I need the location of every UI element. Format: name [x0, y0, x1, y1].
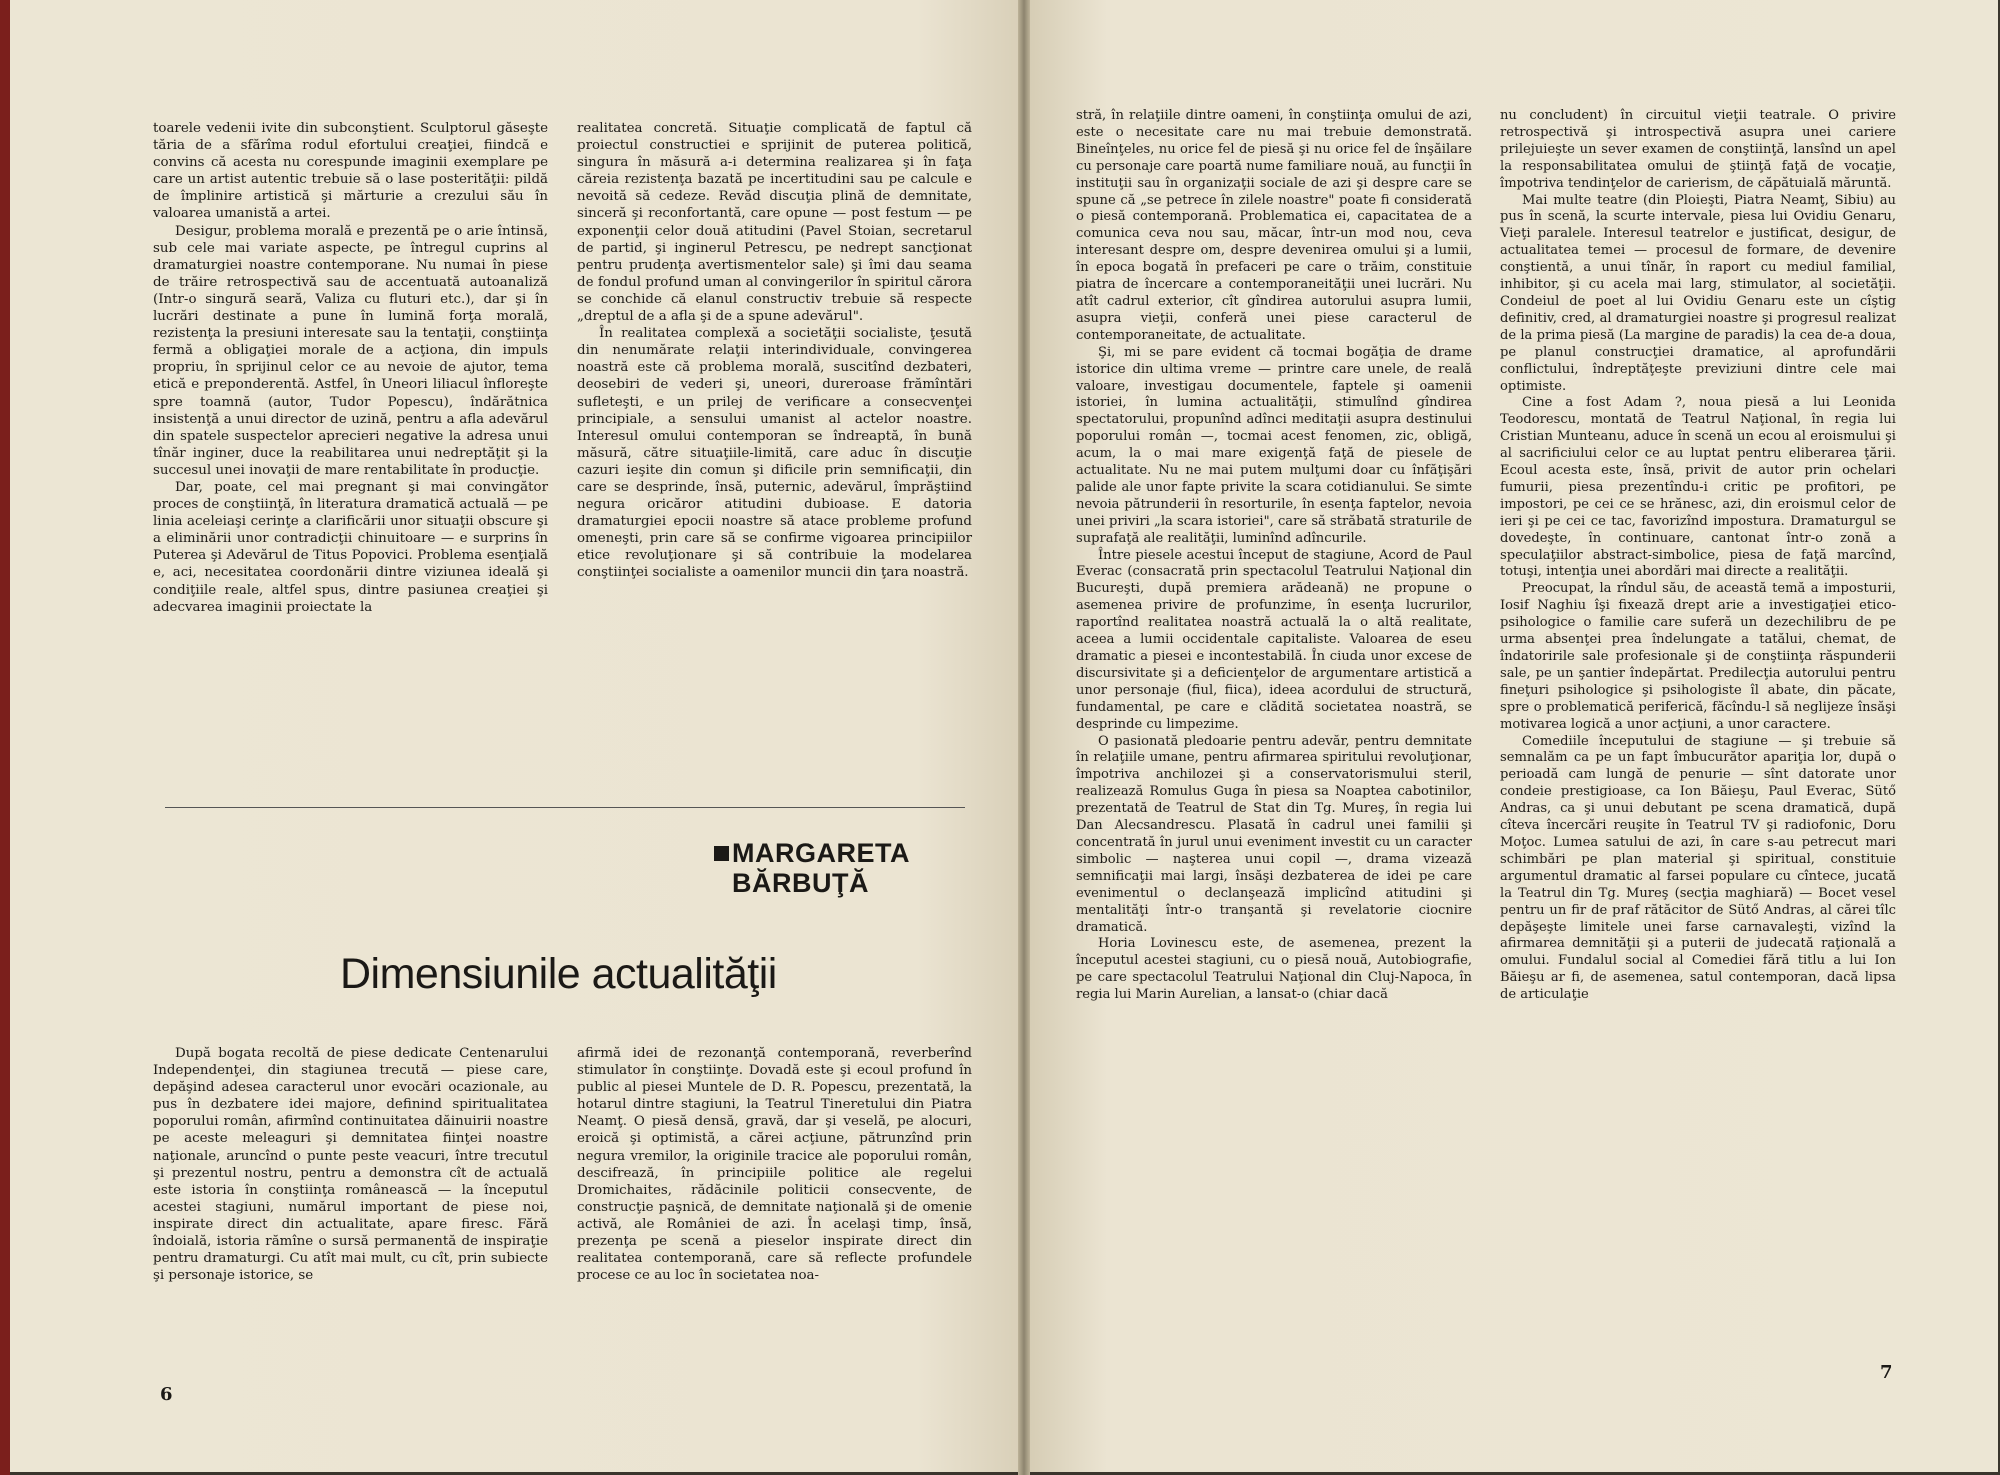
article-headline: Dimensiunile actualităţii — [340, 950, 777, 998]
paragraph: Şi, mi se pare evident că tocmai bogăţia de drame istorice din ultima vreme — printre care unele, de reală valoare, investigau documentele, faptele şi oamenii istoriei, în lumina actualităţii, stimulînd gîndirea spectatorului, propunînd adînci meditaţii asupra destinului poporului român —, tocmai acest fenomen, zic, obligă, acum, la o mai mare exigenţă faţă de piesele de actualitate. Nu ne mai putem mulţumi doar cu înfăţişări palide ale unor fapte privite la scara cotidianului. Se simte nevoia pătrunderii în resorturile, în esenţa faptelor, nevoia unei priviri „la scara istoriei", care să străbată straturile de suprafaţă ale realităţii, luminînd adîncurile. — [1076, 344, 1472, 546]
paragraph: toarele vedenii ivite din subconştient. Sculptorul găseşte tăria de a sfărîma rodul efortului creaţiei, fiindcă e convins că acesta nu corespunde imaginii exemplare pe care un artist autentic trebuie să o lase posterităţii: pildă de împlinire artistică şi mărturie a crezului său în valoarea umanistă a artei. — [153, 121, 548, 222]
paragraph: realitatea concretă. Situaţie complicată de faptul că proiectul constructiei e sprijinit de puterea politică, singura în măsură a-i determina realizarea şi în faţa căreia rezistenţa bazată pe incertitudini sau pe calcule e nevoită să cedeze. Revăd discuţia plină de demnitate, sinceră şi reconfortantă, care opune — post festum — pe exponenţii celor două atitudini (Pavel Stoian, secretarul de partid, şi inginerul Petrescu, pe nedrept sancţionat pentru prudenţa avertismentelor sale) şi îmi dau seama de fondul profund uman al convingerilor în spiritul cărora se conchide că elanul constructiv trebuie să respecte „dreptul de a afla şi de a spune adevărul". — [577, 121, 972, 325]
left-bottom-column-2 — [577, 1045, 972, 1284]
right-column-1 — [1076, 108, 1472, 1004]
paragraph: stră, în relaţiile dintre oameni, în conştiinţa omului de azi, este o necesitate care nu mai trebuie demonstrată. Bineînţeles, nu orice fel de piesă şi nu orice fel de înşăilare cu personaje care poartă nume familiare nouă, au funcţii în instituţii sau în organizaţii sociale de azi şi despre care se spune că „se petrece în zilele noastre" poate fi considerată o piesă contemporană. Problematica ei, capacitatea de a comunica ceva nou sau, măcar, într-un mod nou, ceva interesant despre om, despre devenirea omului şi a lumii, în epoca bogată în prefaceri pe care o trăim, constituie piatra de încercare a contemporaneităţii unei lucrări. Nu atît cadrul exterior, cît gîndirea autorului asupra lumii, asupra vieţii, conferă unei piese caracterul de contemporaneitate, de actualitate. — [1076, 108, 1472, 343]
page-number: 7 — [1880, 1362, 1893, 1383]
paragraph: Dar, poate, cel mai pregnant şi mai convingător proces de conştiinţă, în literatura dramatică actuală — pe linia aceleiaşi cerinţe a clarificării unor situaţii obscure şi a eliminării unor contradicţii chinuitoare — e surprins în Puterea şi Adevărul de Titus Popovici. Problema esenţială e, aci, necesitatea coordonării dintre viziunea ideală şi condiţiile reale, altfel spus, dintre pasiunea creaţiei şi adecvarea imaginii proiectate la — [153, 479, 548, 615]
author-byline — [732, 838, 910, 898]
section-divider — [165, 807, 965, 808]
right-column-2 — [1500, 108, 1896, 1004]
paragraph: afirmă idei de rezonanţă contemporană, reverberînd stimulator în conştiinţe. Dovadă este şi ecoul profund în public al piesei Muntele de D. R. Popescu, prezentată, la hotarul dintre stagiuni, la Teatrul Tineretului din Piatra Neamţ. O piesă densă, gravă, dar şi veselă, pe alocuri, eroică şi optimistă, a cărei acţiune, pătrunzînd prin negura vremilor, la originile tracice ale poporului român, descifrează, în principiile politice ale regelui Dromichaites, rădăcinile politicii consecvente, de construcţie paşnică, de demnitate naţională şi de omenie activă, ale României de azi. În acelaşi timp, însă, prezenţa pe scenă a pieselor inspirate direct din realitatea contemporană, care să reflecte profundele procese ce au loc în societatea noa- — [577, 1046, 972, 1284]
left-bottom-column-1 — [153, 1045, 548, 1284]
left-page — [10, 0, 1018, 1472]
paragraph: Între piesele acestui început de stagiune, Acord de Paul Everac (consacrată prin spectacolul Teatrului Naţional din Bucureşti, după premiera arădeană) ne propune o asemenea privire de profunzime, în esenţa lucrurilor, raportînd realitatea noastră actuală la o altă realitate, aceea a lumii occidentale capitaliste. Valoarea de eseu dramatic a piesei e incontestabilă. În ciuda unor excese de discursivitate şi a deficienţelor de argumentare artistică a unor personaje (fiul, fiica), ideea acordului de structură, fundamental, pe care e clădită societatea noastră, se desprinde cu limpezime. — [1076, 547, 1472, 732]
binding-edge — [0, 0, 10, 1475]
author-last-name: BĂRBUŢĂ — [732, 868, 869, 898]
paragraph: O pasionată pledoarie pentru adevăr, pentru demnitate în relaţiile umane, pentru afirmarea spiritului revoluţionar, împotriva anchilozei şi a conservatorismului steril, realizează Romulus Guga în piesa sa Noaptea cabotinilor, prezentată de Teatrul de Stat din Tg. Mureş, în regia lui Dan Alecsandrescu. Plasată în cadrul unei familii şi concentrată în jurul unui eveniment investit cu un caracter simbolic — naşterea unui copil —, drama vizează semnificaţii mai largi, însăşi dezbaterea de idei pe care evenimentul o declanşează implicînd atitudini şi mentalităţi într-o tranşantă şi revelatorie ciocnire dramatică. — [1076, 733, 1472, 935]
paragraph: Cine a fost Adam ?, noua piesă a lui Leonida Teodorescu, montată de Teatrul Naţional, în regia lui Cristian Munteanu, aduce în scenă un ecou al eroismului şi al sacrificiului celor ce au luptat pentru eliberarea ţării. Ecoul acesta este, însă, privit de autor prin ochelari fumurii, piesa prezentîndu-i critic pe profitori, pe impostori, pe cei ce se hrănesc, azi, din eroismul celor de ieri şi pe cei ce tac, favorizînd impostura. Dramaturgul se dovedeşte, în continuare, cantonat într-o zonă a speculaţiilor abstract-simbolice, piesa de faţă marcînd, totuşi, intenţia unei abordări mai directe a realităţii. — [1500, 395, 1896, 580]
author-first-name: MARGARETA — [732, 838, 910, 868]
paragraph: În realitatea complexă a societăţii socialiste, ţesută din nenumărate relaţii interindividuale, convingerea noastră este că problema morală, suscitînd dezbateri, deosebiri de vederi şi, uneori, dureroase frămîntări sufleteşti, e un prilej de verificare a consecvenţei principiale, a sensului umanist al actelor noastre. Interesul omului contemporan se îndreaptă, în bună măsură, către situaţiile-limită, care aduc în discuţie cazuri ieşite din comun şi dificile prin semnificaţii, din care se desprinde, însă, puternic, adevărul, împrăştiind negura oricăror atitudini dubioase. E datoria dramaturgiei epocii noastre să atace probleme profund omeneşti, prin care să se confirme vigoarea principiilor etice revoluţionare şi să contribuie la modelarea conştiinţei socialiste a oamenilor muncii din ţara noastră. — [577, 326, 972, 581]
paragraph: Comediile începutului de stagiune — şi trebuie să semnalăm ca pe un fapt îmbucurător apariţia lor, după o perioadă cam lungă de penurie — sînt datorate unor condeie prestigioase, ca Ion Băieşu, Paul Everac, Sütő Andras, ca şi unui debutant pe scena dramatică, după cîteva încercări reuşite în Teatrul TV şi radiofonic, Doru Moţoc. Lumea satului de azi, în care s-au petrecut mari schimbări pe plan material şi spiritual, constituie argumentul dramatic al farsei populare cu cîntece, jucată la Teatrul din Tg. Mureş (secţia maghiară) — Bocet vesel pentru un fir de praf rătăcitor de Sütő Andras, al cărei tîlc depăşeşte limitele unei farse carnavaleşti, vizînd la afirmarea demnităţii şi a puterii de judecată raţională a omului. Fundalul social al Comediei fără titlu a lui Ion Băieşu ar fi, de asemenea, satul contemporan, dacă lipsa de articulaţie — [1500, 733, 1896, 1003]
page-number: 6 — [160, 1384, 173, 1405]
paragraph: După bogata recoltă de piese dedicate Centenarului Independenţei, din stagiunea trecută — piese care, depăşind adesea caracterul unor evocări ocazionale, au pus în dezbatere idei majore, definind spiritualitatea poporului român, afirmînd continuitatea dăinuirii noastre pe aceste meleaguri şi demnitatea fiinţei noastre naţionale, aruncînd o punte peste veacuri, între trecutul şi prezentul nostru, pentru a demonstra cît de actuală este istoria în conştiinţa românească — la începutul acestei stagiuni, numărul important de piese noi, inspirate direct din actualitate, apare firesc. Fără îndoială, istoria rămîne o sursă permanentă de inspiraţie pentru dramaturgi. Cu atît mai mult, cu cît, prin subiecte şi personaje istorice, se — [153, 1046, 548, 1284]
paragraph: nu concludent) în circuitul vieţii teatrale. O privire retrospectivă şi introspectivă asupra unei cariere prilejuieşte un sever examen de conştiinţă, lansînd un apel la responsabilitatea omului de ştiinţă faţă de vocaţie, împotriva tendinţelor de carierism, de căpătuială măruntă. — [1500, 108, 1896, 191]
paragraph: Desigur, problema morală e prezentă pe o arie întinsă, sub cele mai variate aspecte, pe întregul cuprins al dramaturgiei noastre contemporane. Nu numai în piese de trăire retrospectivă sau de accentuată autoanaliză (Intr-o singură seară, Valiza cu fluturi etc.), dar şi în lucrări destinate a pune în lumină forţa morală, rezistenţa la presiuni interesate sau la tentaţii, conştiinţa fermă a obligaţiei morale de a acţiona, din impuls propriu, în sprijinul celor ce au nevoie de ajutor, tema etică e preponderentă. Astfel, în Uneori liliacul înfloreşte spre toamnă (autor, Tudor Popescu), îndărătnica insistenţă a unui director de uzină, pentru a afla adevărul din spatele suspectelor aprecieri negative la adresa unui tînăr inginer, duce la reabilitarea unui nedreptăţit şi la succesul unei inovaţii de mare rentabilitate în producţie. — [153, 223, 548, 478]
paragraph: Horia Lovinescu este, de asemenea, prezent la începutul acestei stagiuni, cu o piesă nouă, Autobiografie, pe care spectacolul Teatrului Naţional din Cluj-Napoca, în regia lui Marin Aurelian, a lansat-o (chiar dacă — [1076, 936, 1472, 1003]
right-page — [1030, 0, 1998, 1472]
left-top-column-2 — [577, 120, 972, 582]
page-gutter — [1018, 0, 1030, 1475]
paragraph: Preocupat, la rîndul său, de această temă a imposturii, Iosif Naghiu îşi fixează drept arie a investigaţiei etico-psihologice o familie care suferă un dezechilibru de pe urma absenţei prea îndelungate a tatălui, chemat, de îndatoririle sale profesionale şi de conştiinţa răspunderii sale, pe un şantier îndepărtat. Predilecţia autorului pentru fineţuri psihologice şi psihologiste îl abate, din păcate, spre o problematică periferică, făcîndu-l să neglijeze însăşi motivarea logică a unor acţiuni, a unor caractere. — [1500, 581, 1896, 732]
left-top-column-1 — [153, 120, 548, 616]
square-bullet-icon — [714, 846, 729, 861]
paragraph: Mai multe teatre (din Ploieşti, Piatra Neamţ, Sibiu) au pus în scenă, la scurte intervale, piesa lui Ovidiu Genaru, Vieţi paralele. Interesul teatrelor e justificat, desigur, de actualitatea temei — procesul de formare, de devenire conştientă, a unui tînăr, în raport cu mediul familial, inhibitor, şi cu acela mai larg, stimulator, al societăţii. Condeiul de poet al lui Ovidiu Genaru este un cîştig definitiv, cred, al dramaturgiei noastre şi progresul realizat de la prima piesă (La margine de paradis) la cea de-a doua, pe planul construcţiei dramatice, al aprofundării conflictului, îndreptăţeşte previziuni dintre cele mai optimiste. — [1500, 192, 1896, 394]
